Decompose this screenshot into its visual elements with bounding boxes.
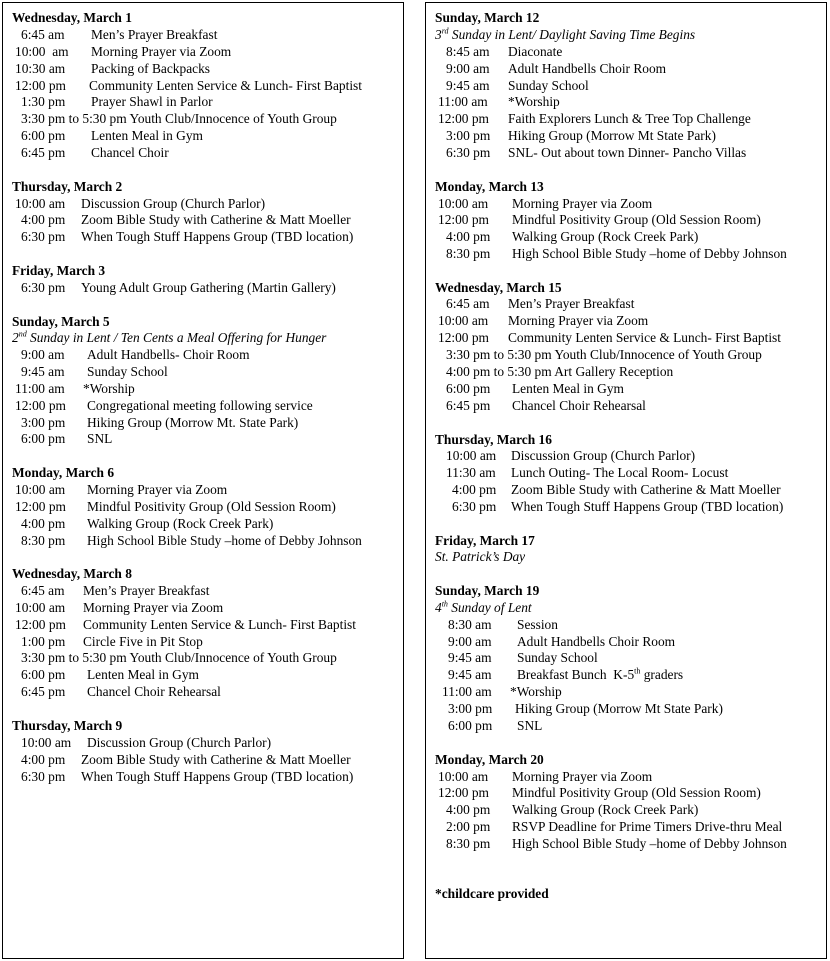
event-title: Lunch Outing- The Local Room- Locust: [511, 465, 729, 480]
event-title: Walking Group (Rock Creek Park): [87, 516, 274, 531]
event-title: Chancel Choir Rehearsal: [87, 684, 221, 699]
event-time: 9:00 am: [446, 61, 490, 76]
day-subtitle-text: Sunday of Lent: [447, 600, 532, 615]
event-title: Congregational meeting following service: [87, 398, 313, 413]
event-title: When Tough Stuff Happens Group (TBD location): [511, 499, 784, 514]
event-time: 8:30 pm: [446, 836, 491, 851]
day-subtitle: [435, 548, 525, 565]
day-heading: [435, 431, 552, 448]
event-time: 11:00 am: [438, 94, 488, 109]
event-title: Discussion Group (Church Parlor): [87, 735, 272, 750]
schedule-column-right: [425, 2, 827, 959]
event-time: 9:00 am: [21, 347, 65, 362]
day-heading-text: Monday, March 6: [12, 465, 115, 480]
event-title: Sunday School: [508, 78, 589, 93]
event-title: Morning Prayer via Zoom: [91, 44, 232, 59]
day-heading: [12, 313, 110, 330]
subtitle-ordinal: 3: [435, 27, 442, 42]
day-heading-text: Sunday, March 19: [435, 583, 540, 598]
event-time: 12:00 pm: [15, 617, 66, 632]
day-heading-text: Friday, March 17: [435, 533, 535, 548]
event-title: Sunday School: [87, 364, 168, 379]
event-time: 12:00 pm: [15, 78, 66, 93]
day-heading: [12, 9, 132, 26]
event-title: Lenten Meal in Gym: [87, 667, 199, 682]
event-time: 6:00 pm: [21, 667, 66, 682]
event-title: Lenten Meal in Gym: [512, 381, 624, 396]
day-heading: [12, 464, 114, 481]
event-title: *Worship: [510, 684, 562, 699]
day-heading: [435, 885, 549, 902]
event-time: 4:00 pm: [446, 229, 491, 244]
event-time: 9:45 am: [21, 364, 65, 379]
event-time: 3:00 pm: [448, 701, 493, 716]
event-title: Hiking Group (Morrow Mt State Park): [508, 128, 716, 143]
event-time: 10:00 am: [438, 769, 489, 784]
event-title: Morning Prayer via Zoom: [83, 600, 224, 615]
event-title: Mindful Positivity Group (Old Session Room): [87, 499, 336, 514]
event-time: 4:00 pm: [21, 752, 66, 767]
event-time: 2:00 pm: [446, 819, 491, 834]
event-time: 11:30 am: [446, 465, 496, 480]
event-title: Packing of Backpacks: [91, 61, 210, 76]
event-title: High School Bible Study –home of Debby Johnson: [87, 533, 362, 548]
day-heading: [12, 262, 105, 279]
day-heading: [435, 532, 535, 549]
event-title: Hiking Group (Morrow Mt State Park): [515, 701, 723, 716]
event-time: 10:00 am: [15, 600, 66, 615]
event-title: Chancel Choir: [91, 145, 169, 160]
event-time: 8:30 am: [448, 617, 492, 632]
event-time: 6:45 am: [446, 296, 490, 311]
event-time: 12:00 pm: [438, 111, 489, 126]
event-title: Morning Prayer via Zoom: [87, 482, 228, 497]
day-heading-text: Wednesday, March 15: [435, 280, 562, 295]
event-time: 3:00 pm: [21, 415, 66, 430]
event-title: Lenten Meal in Gym: [91, 128, 203, 143]
event-title: Community Lenten Service & Lunch- First Baptist: [89, 78, 362, 93]
event-title: Session: [517, 617, 558, 632]
event-time: 6:30 pm: [21, 229, 66, 244]
subtitle-ordinal: 2: [12, 330, 19, 345]
day-subtitle: [12, 329, 326, 346]
event-time: 4:00 pm: [21, 212, 66, 227]
event-time: 1:00 pm: [21, 634, 66, 649]
event-title: Zoom Bible Study with Catherine & Matt Moeller: [81, 752, 351, 767]
event-title: Discussion Group (Church Parlor): [81, 196, 266, 211]
subtitle-ordinal-suffix: nd: [18, 329, 27, 339]
day-heading-text: Monday, March 20: [435, 752, 544, 767]
event-time: 6:00 pm: [446, 381, 491, 396]
event-time: 10:00 am: [15, 44, 69, 59]
event-time: 12:00 pm: [438, 330, 489, 345]
event-time: 12:00 pm: [438, 785, 489, 800]
event-ordinal-suffix: th: [634, 666, 641, 676]
event-title: Young Adult Group Gathering (Martin Gallery): [81, 280, 336, 295]
event-time: 3:30 pm to 5:30 pm Youth Club/Innocence of Youth Group: [21, 650, 337, 665]
event-title: Men’s Prayer Breakfast: [508, 296, 635, 311]
event-time: 10:30 am: [15, 61, 66, 76]
event-title: Walking Group (Rock Creek Park): [512, 802, 699, 817]
event-time: 3:30 pm to 5:30 pm Youth Club/Innocence of Youth Group: [446, 347, 762, 362]
day-heading: [435, 279, 562, 296]
event-title: *Worship: [83, 381, 135, 396]
event-title: Morning Prayer via Zoom: [512, 196, 653, 211]
event-title: High School Bible Study –home of Debby Johnson: [512, 246, 787, 261]
event-time: 4:00 pm to 5:30 pm Art Gallery Reception: [446, 364, 674, 379]
day-subtitle-text: Sunday in Lent / Ten Cents a Meal Offering for Hunger: [26, 330, 327, 345]
event-time: 8:30 pm: [21, 533, 66, 548]
day-heading-text: Thursday, March 9: [12, 718, 123, 733]
event-time: 6:45 pm: [446, 398, 491, 413]
event-time: 1:30 pm: [21, 94, 66, 109]
event-title: Community Lenten Service & Lunch- First Baptist: [83, 617, 356, 632]
event-time: 6:45 am: [21, 583, 65, 598]
event-time: 6:30 pm: [21, 280, 66, 295]
event-title: Adult Handbells Choir Room: [508, 61, 667, 76]
event-time: 4:00 pm: [446, 802, 491, 817]
event-time: 10:00 am: [438, 196, 489, 211]
event-title: Discussion Group (Church Parlor): [511, 448, 696, 463]
event-time: 4:00 pm: [452, 482, 497, 497]
event-title: *Worship: [508, 94, 560, 109]
event-title: When Tough Stuff Happens Group (TBD location): [81, 229, 354, 244]
event-time: 6:45 pm: [21, 684, 66, 699]
event-time: 9:45 am: [446, 78, 490, 93]
event-time: 6:00 pm: [21, 431, 66, 446]
event-title: Adult Handbells- Choir Room: [87, 347, 250, 362]
day-heading: [435, 751, 544, 768]
event-title: Chancel Choir Rehearsal: [512, 398, 646, 413]
event-title: Mindful Positivity Group (Old Session Room): [512, 212, 761, 227]
day-subtitle: [435, 26, 695, 43]
event-title: When Tough Stuff Happens Group (TBD location): [81, 769, 354, 784]
day-heading: [12, 565, 132, 582]
event-title-end: graders: [640, 667, 684, 682]
event-time: 10:00 am: [15, 482, 66, 497]
event-time: 8:30 pm: [446, 246, 491, 261]
event-time: 6:00 pm: [448, 718, 493, 733]
event-title: Diaconate: [508, 44, 563, 59]
event-time: 4:00 pm: [21, 516, 66, 531]
day-heading-text: *childcare provided: [435, 886, 549, 901]
event-time: 10:00 am: [446, 448, 497, 463]
event-time: 9:00 am: [448, 634, 492, 649]
event-time: 10:00 am: [15, 196, 66, 211]
schedule-column-left: [2, 2, 404, 959]
subtitle-ordinal-suffix: th: [441, 599, 448, 609]
day-heading-text: Wednesday, March 1: [12, 10, 132, 25]
event-time: 11:00 am: [15, 381, 65, 396]
event-title: Mindful Positivity Group (Old Session Room): [512, 785, 761, 800]
day-heading-text: Thursday, March 16: [435, 432, 552, 447]
event-time: 12:00 pm: [438, 212, 489, 227]
event-title: Zoom Bible Study with Catherine & Matt Moeller: [511, 482, 781, 497]
event-time: 6:45 am: [21, 27, 65, 42]
day-heading-text: Friday, March 3: [12, 263, 106, 278]
event-title: Adult Handbells Choir Room: [517, 634, 676, 649]
event-time: 9:45 am: [448, 650, 492, 665]
event-time: 10:00 am: [21, 735, 72, 750]
event-title: Breakfast Bunch K-5th graders: [517, 666, 684, 682]
event-title: Community Lenten Service & Lunch- First Baptist: [508, 330, 781, 345]
day-subtitle-text: Sunday in Lent/ Daylight Saving Time Begins: [448, 27, 696, 42]
event-title: SNL: [87, 431, 113, 446]
day-heading: [435, 9, 539, 26]
subtitle-ordinal: 4: [435, 600, 442, 615]
event-title: Morning Prayer via Zoom: [508, 313, 649, 328]
event-title: Sunday School: [517, 650, 598, 665]
day-heading: [435, 582, 539, 599]
event-title: RSVP Deadline for Prime Timers Drive-thru Meal: [512, 819, 783, 834]
day-subtitle-text: St. Patrick’s Day: [435, 549, 526, 564]
event-time: 6:45 pm: [21, 145, 66, 160]
event-time: 10:00 am: [438, 313, 489, 328]
event-time: 6:30 pm: [21, 769, 66, 784]
event-title: High School Bible Study –home of Debby Johnson: [512, 836, 787, 851]
event-title: Men’s Prayer Breakfast: [91, 27, 218, 42]
event-time: 12:00 pm: [15, 398, 66, 413]
day-heading: [12, 717, 122, 734]
day-heading-text: Wednesday, March 8: [12, 566, 132, 581]
event-time: 12:00 pm: [15, 499, 66, 514]
day-heading-text: Thursday, March 2: [12, 179, 123, 194]
event-title: Walking Group (Rock Creek Park): [512, 229, 699, 244]
event-time: 11:00 am: [442, 684, 492, 699]
event-title: Zoom Bible Study with Catherine & Matt Moeller: [81, 212, 351, 227]
day-subtitle: [435, 599, 532, 616]
event-title: Hiking Group (Morrow Mt. State Park): [87, 415, 299, 430]
event-time: 6:30 pm: [446, 145, 491, 160]
day-heading-text: Sunday, March 5: [12, 314, 110, 329]
event-time: 3:30 pm to 5:30 pm Youth Club/Innocence of Youth Group: [21, 111, 337, 126]
event-title: SNL- Out about town Dinner- Pancho Villas: [508, 145, 747, 160]
event-title: SNL: [517, 718, 543, 733]
subtitle-ordinal-suffix: rd: [441, 26, 449, 36]
day-heading: [435, 178, 544, 195]
event-time: 3:00 pm: [446, 128, 491, 143]
event-time: 8:45 am: [446, 44, 490, 59]
event-title: Morning Prayer via Zoom: [512, 769, 653, 784]
event-title: Prayer Shawl in Parlor: [91, 94, 213, 109]
event-time: 6:30 pm: [452, 499, 497, 514]
day-heading-text: Sunday, March 12: [435, 10, 540, 25]
event-time: 9:45 am: [448, 667, 492, 682]
event-title: Faith Explorers Lunch & Tree Top Challenge: [508, 111, 751, 126]
event-title: Circle Five in Pit Stop: [83, 634, 203, 649]
event-time: 6:00 pm: [21, 128, 66, 143]
day-heading: [12, 178, 122, 195]
event-title: Men’s Prayer Breakfast: [83, 583, 210, 598]
day-heading-text: Monday, March 13: [435, 179, 544, 194]
